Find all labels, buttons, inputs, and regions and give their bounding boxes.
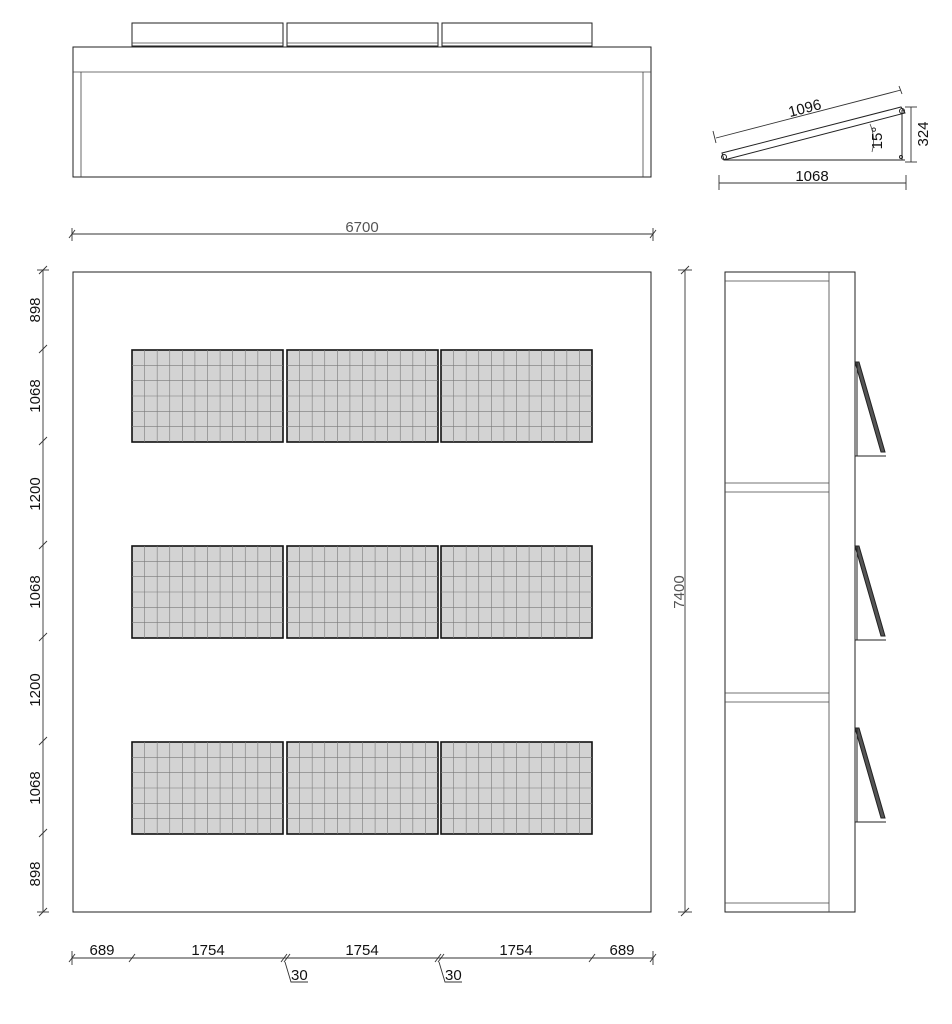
detail-base-label: 1068	[795, 168, 829, 185]
left-dim-3: 1200	[27, 477, 44, 511]
bottom-dim-3: 1754	[345, 942, 379, 959]
plan-view	[27, 219, 692, 984]
solar-panel	[287, 742, 438, 834]
detail-height-label: 324	[915, 121, 932, 147]
side-mount	[855, 546, 886, 640]
detail-length-label: 1096	[786, 96, 824, 122]
side-section-view	[725, 272, 886, 912]
detail-angle-label: 15°	[869, 126, 886, 150]
gap-dim-1: 30	[291, 967, 308, 984]
solar-panel	[287, 546, 438, 638]
gap-dim-2: 30	[445, 967, 462, 984]
solar-panel	[132, 742, 283, 834]
panel-array	[132, 350, 592, 834]
bottom-dimension-chain	[69, 942, 656, 984]
bottom-dim-5: 689	[609, 942, 635, 959]
solar-panel	[441, 742, 592, 834]
side-mount	[855, 362, 886, 456]
left-dim-6: 1068	[27, 771, 44, 805]
left-dim-5: 1200	[27, 673, 44, 707]
overall-height-label: 7400	[671, 575, 688, 609]
left-dim-7: 898	[27, 861, 44, 887]
left-dim-2: 1068	[27, 379, 44, 413]
left-dim-4: 1068	[27, 575, 44, 609]
bottom-dim-2: 1754	[191, 942, 225, 959]
solar-panel	[132, 546, 283, 638]
bottom-dim-1: 689	[89, 942, 115, 959]
tilt-detail	[713, 86, 932, 190]
solar-panel	[132, 350, 283, 442]
solar-panel	[441, 546, 592, 638]
side-mount	[855, 728, 886, 822]
left-dim-1: 898	[27, 297, 44, 323]
bottom-dim-4: 1754	[499, 942, 533, 959]
side-mounts	[855, 362, 886, 822]
left-dimension-chain	[27, 266, 49, 916]
solar-panel	[441, 350, 592, 442]
front-elevation-view	[73, 23, 651, 177]
solar-panel	[287, 350, 438, 442]
overall-width-label: 6700	[345, 219, 379, 236]
